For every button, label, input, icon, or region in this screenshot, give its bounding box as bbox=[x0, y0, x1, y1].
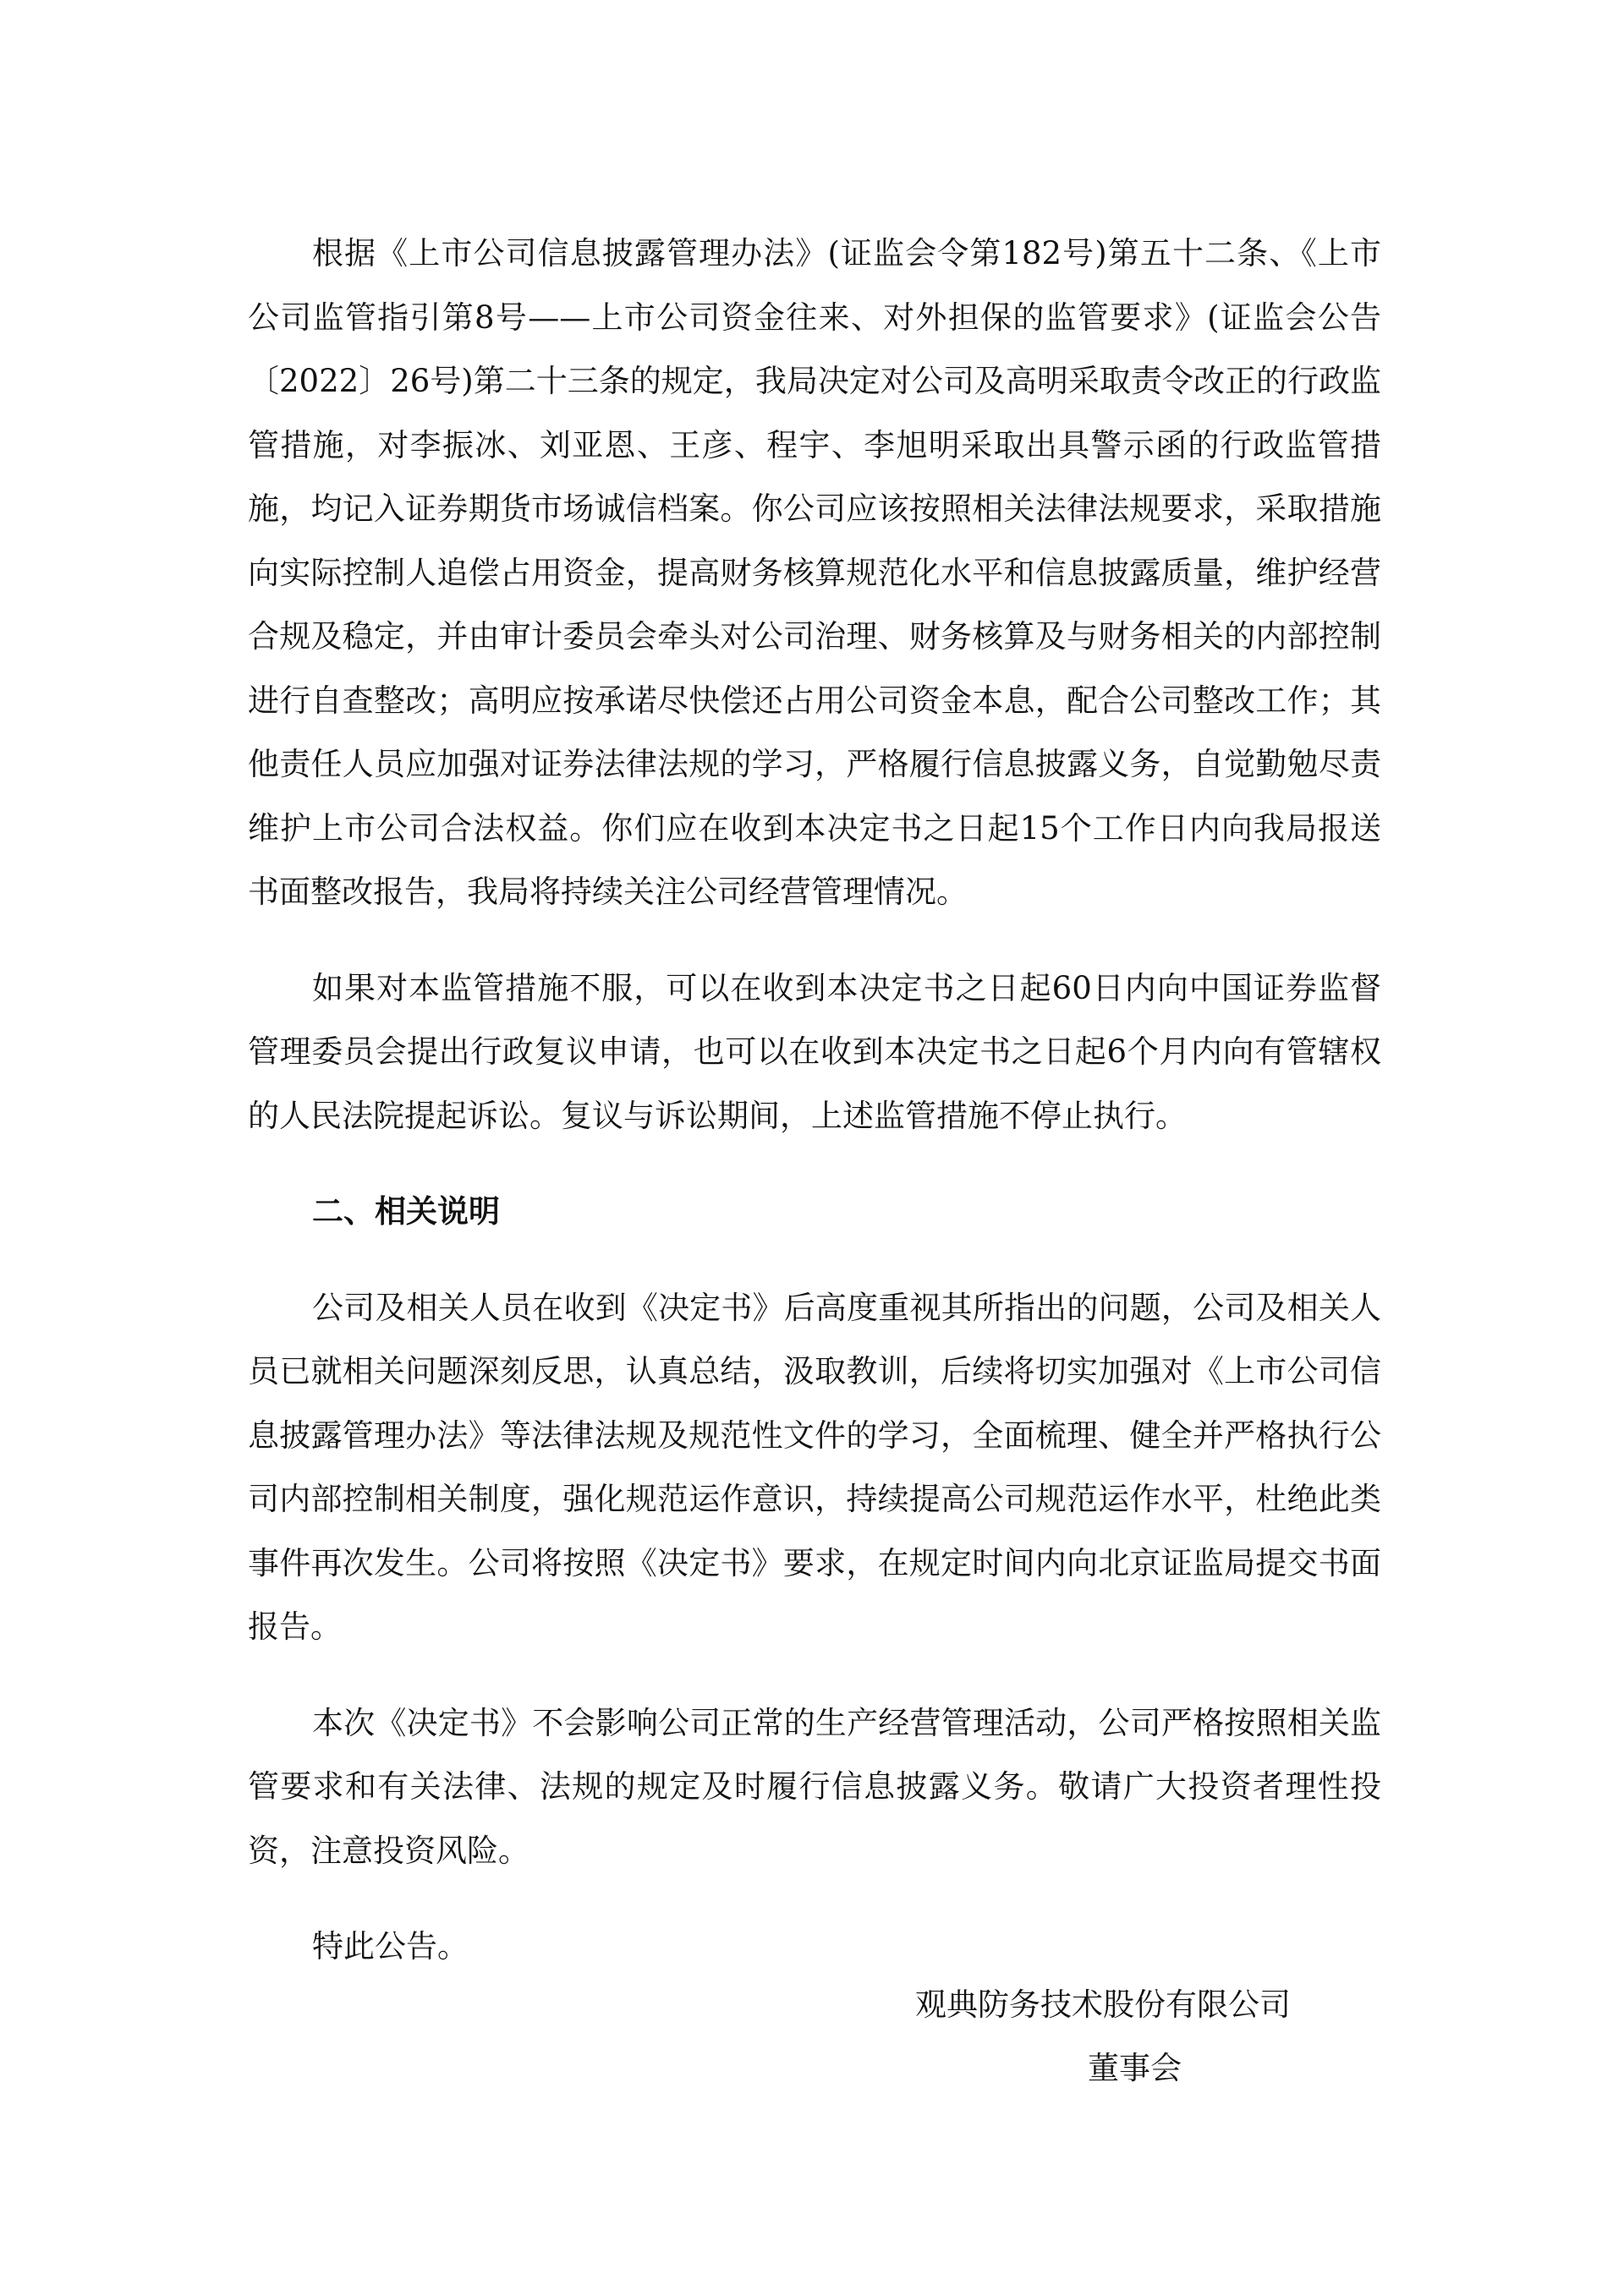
signature-company: 观典防务技术股份有限公司 bbox=[915, 1986, 1291, 2023]
paragraph-regulatory-measures: 根据《上市公司信息披露管理办法》(证监会令第182号)第五十二条、《上市公司监管指引第8号——上市公司资金往来、对外担保的监管要求》(证监会公告〔2022〕26号)第二十三条的规定，我局决定对公司及高明采取责令改正的行政监管措施，对李振冰、刘亚恩、王彦、程宇、李旭明采取出具警示函的行政监管措施，均记入证券期货市场诚信档案。你公司应该按照相关法律法规要求，采取措施向实际控制人追偿占用资金，提高财务核算规范化水平和信息披露质量，维护经营合规及稳定，并由审计委员会牵头对公司治理、财务核算及与财务相关的内部控制进行自查整改；高明应按承诺尽快偿还占用公司资金本息，配合公司整改工作；其他责任人员应加强对证券法律法规的学习，严格履行信息披露义务，自觉勤勉尽责维护上市公司合法权益。你们应在收到本决定书之日起15个工作日内向我局报送书面整改报告，我局将持续关注公司经营管理情况。 bbox=[248, 235, 1381, 910]
section-heading: 二、相关说明 bbox=[312, 1192, 500, 1230]
paragraph-impact-statement: 本次《决定书》不会影响公司正常的生产经营管理活动，公司严格按照相关监管要求和有关法律、法规的规定及时履行信息披露义务。敬请广大投资者理性投资，注意投资风险。 bbox=[248, 1704, 1381, 1869]
paragraph-appeal-rights: 如果对本监管措施不服，可以在收到本决定书之日起60日内向中国证券监督管理委员会提出行政复议申请，也可以在收到本决定书之日起6个月内向有管辖权的人民法院提起诉讼。复议与诉讼期间，上述监管措施不停止执行。 bbox=[248, 969, 1381, 1134]
paragraph-company-response: 公司及相关人员在收到《决定书》后高度重视其所指出的问题，公司及相关人员已就相关问题深刻反思，认真总结，汲取教训，后续将切实加强对《上市公司信息披露管理办法》等法律法规及规范性文件的学习，全面梳理、健全并严格执行公司内部控制相关制度，强化规范运作意识，持续提高公司规范运作水平，杜绝此类事件再次发生。公司将按照《决定书》要求，在规定时间内向北京证监局提交书面报告。 bbox=[248, 1289, 1381, 1645]
closing-statement: 特此公告。 bbox=[312, 1928, 469, 1964]
signature-board: 董事会 bbox=[1088, 2050, 1182, 2086]
document-body bbox=[248, 222, 1381, 2010]
